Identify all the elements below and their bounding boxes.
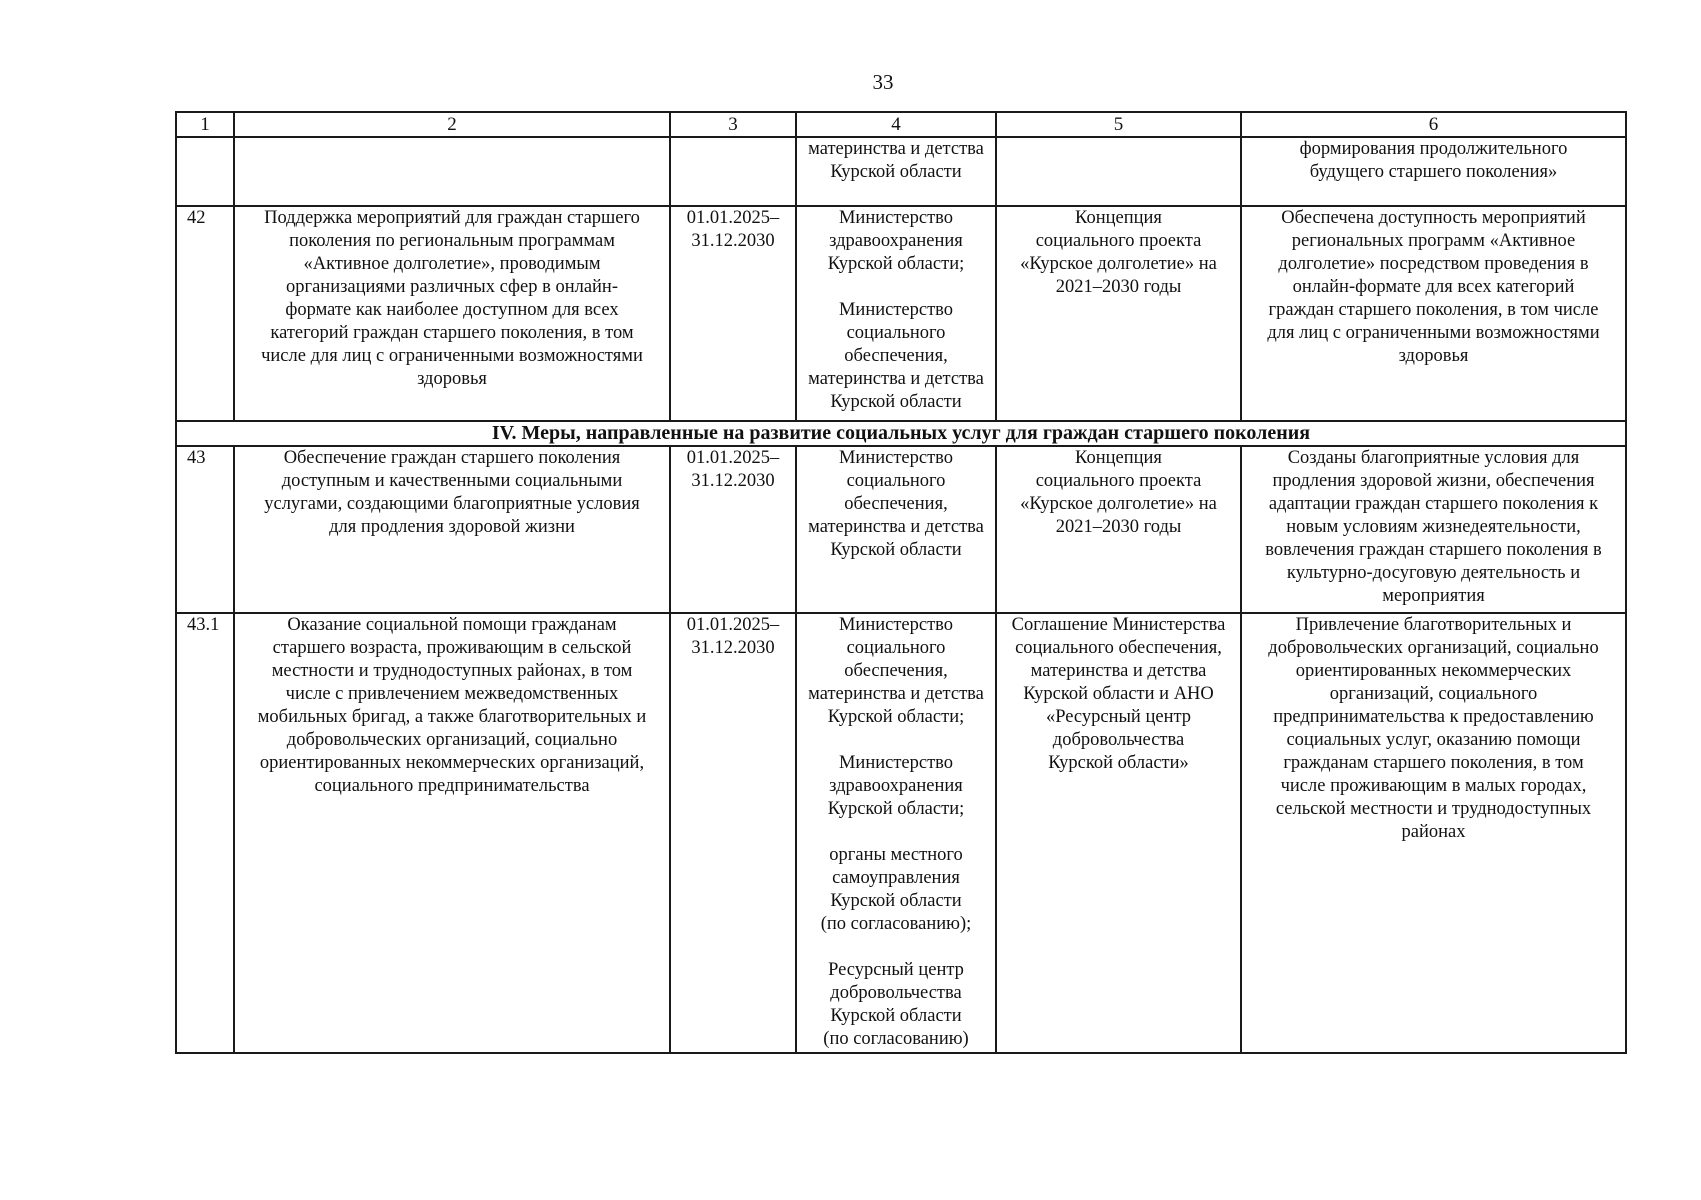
text-line: Соглашение Министерства (1011, 615, 1226, 635)
text-line: Курской области (830, 1006, 962, 1026)
text-line: социального проекта (1035, 231, 1202, 251)
text-line: 01.01.2025– (686, 448, 780, 468)
text-line: социального проекта (1035, 471, 1202, 491)
text-line: адаптации граждан старшего поколения к (1268, 494, 1599, 514)
text-line: (по согласованию) (823, 1029, 969, 1049)
text-line: обеспечения, (844, 661, 948, 681)
header-cell: 5 (996, 112, 1241, 137)
text-line: сельской местности и труднодоступных (1275, 799, 1592, 819)
cell-result (1241, 137, 1626, 206)
text-line: мобильных бригад, а также благотворительных и (257, 707, 647, 727)
text-line: Министерство (838, 448, 954, 468)
text-line: обеспечения, (844, 494, 948, 514)
header-cell: 1 (176, 112, 234, 137)
header-cell: 6 (1241, 112, 1626, 137)
text-line: для лиц с ограниченными возможностями (1267, 323, 1600, 343)
text-line: (по согласованию); (820, 914, 972, 934)
table-row-43 (176, 446, 1626, 613)
table-row-42 (176, 206, 1626, 421)
text-line: материнства и детства (808, 369, 984, 389)
measures-table (175, 111, 1627, 1054)
text-line: добровольчества (1052, 730, 1185, 750)
text-line: материнства и детства (808, 684, 984, 704)
cell-measure (234, 446, 670, 613)
cell-result (1241, 613, 1626, 1053)
text-line: формате как наиболее доступном для всех (285, 300, 619, 320)
text-line: здоровья (417, 369, 487, 389)
cell-executor (796, 137, 996, 206)
cell-period (670, 613, 796, 1053)
text-line: «Активное долголетие», проводимым (303, 254, 601, 274)
text-line: числе для лиц с ограниченными возможностями (261, 346, 643, 366)
text-line: здравоохранения (829, 231, 963, 251)
text-line: Курской области (830, 891, 962, 911)
text-line: материнства и детства (808, 517, 984, 537)
text-line: числе проживающим в малых городах, (1280, 776, 1587, 796)
text-line: добровольческих организаций, социально (286, 730, 618, 750)
cell-measure (234, 613, 670, 1053)
text-line: Концепция (1075, 448, 1162, 468)
text-line: граждан старшего поколения, в том числе (1268, 300, 1599, 320)
text-line: услугами, создающими благоприятные условия (264, 494, 640, 514)
text-line: Созданы благоприятные условия для (1287, 448, 1580, 468)
cell-executor (796, 446, 996, 613)
text-line: 31.12.2030 (691, 231, 775, 251)
text-line: организациями различных сфер в онлайн- (286, 277, 618, 297)
text-line: Курской области; (827, 254, 965, 274)
text-line: органы местного (829, 845, 963, 865)
text-line: поколения по региональным программам (289, 231, 615, 251)
text-line: социального предпринимательства (314, 776, 590, 796)
cell-executor (796, 613, 996, 1053)
text-line: Обеспечена доступность мероприятий (1281, 208, 1586, 228)
cell-period (670, 446, 796, 613)
cell-executor (796, 206, 996, 421)
table-row-43-1 (176, 613, 1626, 1053)
text-line: ориентированных некоммерческих организаций, (259, 753, 645, 773)
text-line: вовлечения граждан старшего поколения в (1265, 540, 1602, 560)
text-line: культурно-досуговую деятельность и (1286, 563, 1581, 583)
text-line: самоуправления (832, 868, 960, 888)
text-line: Министерство (838, 300, 954, 320)
text-line: категорий граждан старшего поколения, в том (270, 323, 634, 343)
text-line: 31.12.2030 (691, 471, 775, 491)
text-line: «Курское долголетие» на (1020, 494, 1217, 514)
text-line: Министерство (838, 753, 954, 773)
text-line: 31.12.2030 (691, 638, 775, 658)
cell-basis (996, 446, 1241, 613)
cell-basis (996, 206, 1241, 421)
text-line: старшего возраста, проживающим в сельской (272, 638, 632, 658)
header-cell: 3 (670, 112, 796, 137)
cell-basis (996, 137, 1241, 206)
text-line: Обеспечение граждан старшего поколения (283, 448, 621, 468)
text-line: Министерство (838, 208, 954, 228)
text-line: добровольческих организаций, социально (1268, 638, 1599, 658)
cell-number: 43.1 (176, 613, 234, 1053)
text-line: гражданам старшего поколения, в том (1283, 753, 1584, 773)
text-line: будущего старшего поколения» (1309, 162, 1558, 182)
text-line: числе с привлечением межведомственных (285, 684, 619, 704)
text-line: Концепция (1075, 208, 1162, 228)
table-row-continuation (176, 137, 1626, 206)
text-line: Поддержка мероприятий для граждан старшего (264, 208, 640, 228)
text-line: Курской области (830, 392, 962, 412)
text-line: «Ресурсный центр (1045, 707, 1192, 727)
text-line: местности и труднодоступных районах, в том (271, 661, 633, 681)
text-line: социального (846, 471, 946, 491)
text-line: социального (846, 323, 946, 343)
text-line: региональных программ «Активное (1291, 231, 1576, 251)
text-line: социальных услуг, оказанию помощи (1286, 730, 1581, 750)
text-line: для продления здоровой жизни (329, 517, 575, 537)
text-line: формирования продолжительного (1299, 139, 1568, 159)
text-line: 01.01.2025– (686, 208, 780, 228)
text-line: Курской области; (827, 707, 965, 727)
text-line: здравоохранения (829, 776, 963, 796)
page-number: 33 (872, 70, 894, 94)
text-line: 01.01.2025– (686, 615, 780, 635)
text-line: организаций, социального (1329, 684, 1538, 704)
text-line: Курской области; (827, 799, 965, 819)
text-line: материнства и детства (1030, 661, 1207, 681)
table-header-row (176, 112, 1626, 137)
cell-measure (234, 206, 670, 421)
cell-period (670, 137, 796, 206)
cell-result (1241, 206, 1626, 421)
text-line: предпринимательства к предоставлению (1273, 707, 1594, 727)
section-heading: IV. Меры, направленные на развитие социальных услуг для граждан старшего поколения (176, 421, 1626, 446)
text-line: Курской области» (1048, 753, 1189, 773)
text-line: Привлечение благотворительных и (1295, 615, 1572, 635)
text-line: 2021–2030 годы (1055, 517, 1182, 537)
section-heading-row (176, 421, 1626, 446)
text-line: «Курское долголетие» на (1020, 254, 1217, 274)
text-line: новым условиям жизнедеятельности, (1286, 517, 1581, 537)
text-line: обеспечения, (844, 346, 948, 366)
cell-number: 43 (176, 446, 234, 613)
cell-basis (996, 613, 1241, 1053)
text-line: 2021–2030 годы (1055, 277, 1182, 297)
cell-number (176, 137, 234, 206)
text-line: Министерство (838, 615, 954, 635)
text-line: Курской области и АНО (1023, 684, 1214, 704)
cell-result (1241, 446, 1626, 613)
text-line: мероприятия (1382, 586, 1485, 606)
text-line: социального (846, 638, 946, 658)
text-line: районах (1401, 822, 1466, 842)
text-line: ориентированных некоммерческих (1295, 661, 1572, 681)
text-line: долголетие» посредством проведения в (1278, 254, 1589, 274)
text-line: здоровья (1398, 346, 1469, 366)
text-line: Оказание социальной помощи гражданам (287, 615, 617, 635)
text-line: Курской области (830, 162, 962, 182)
text-line: продления здоровой жизни, обеспечения (1272, 471, 1595, 491)
text-line: материнства и детства (808, 139, 984, 159)
text-line: Курской области (830, 540, 962, 560)
text-line: Ресурсный центр (828, 960, 964, 980)
header-cell: 4 (796, 112, 996, 137)
text-line: социального обеспечения, (1015, 638, 1222, 658)
cell-number: 42 (176, 206, 234, 421)
text-line: доступным и качественными социальными (281, 471, 623, 491)
text-line: добровольчества (830, 983, 962, 1003)
cell-period (670, 206, 796, 421)
text-line: онлайн-формате для всех категорий (1292, 277, 1575, 297)
header-cell: 2 (234, 112, 670, 137)
cell-measure (234, 137, 670, 206)
